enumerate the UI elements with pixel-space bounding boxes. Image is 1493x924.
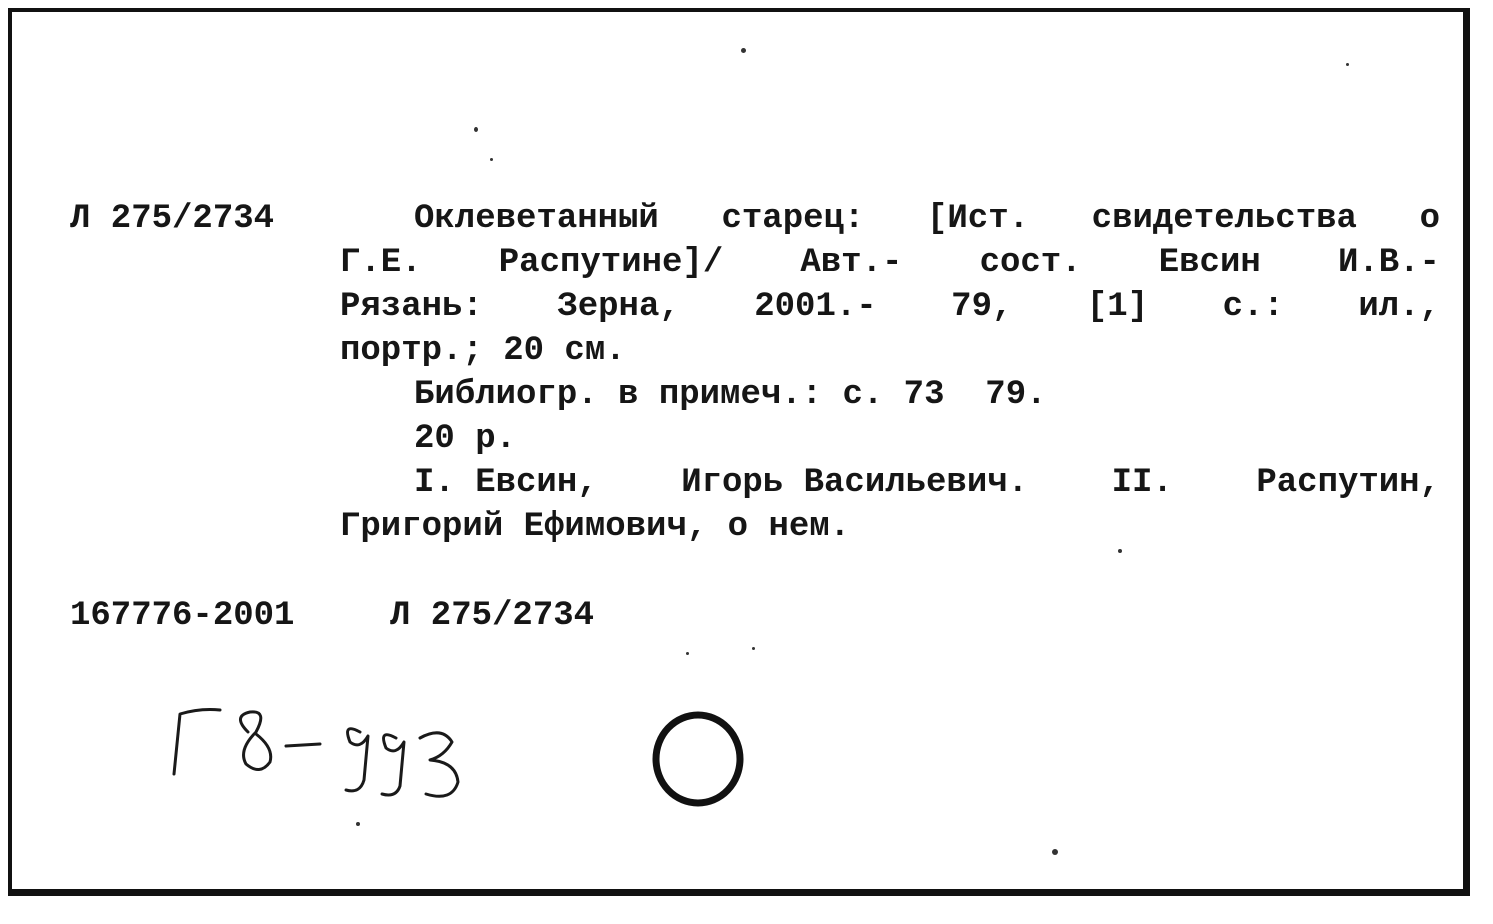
word: Рязань:: [340, 288, 483, 326]
word: сост.: [979, 244, 1082, 282]
handwritten-note: [160, 690, 500, 820]
word: Евсин: [1158, 244, 1261, 282]
word: о: [1419, 200, 1440, 238]
subject-headings-line-2: Григорий Ефимович, о нем.: [340, 508, 851, 546]
shelf-mark: Л 275/2734: [70, 200, 275, 238]
speck: [356, 822, 360, 826]
speck: [1118, 549, 1122, 553]
word: Распутине]/: [498, 244, 724, 282]
speck: [1052, 849, 1058, 855]
speck: [490, 158, 493, 161]
word: Распутин,: [1256, 464, 1440, 502]
shelf-mark-repeat: Л 275/2734: [390, 597, 595, 635]
word: II.: [1111, 464, 1173, 502]
punch-hole: [650, 707, 750, 817]
word: I. Евсин,: [414, 464, 598, 502]
word: [1]: [1086, 288, 1149, 326]
word: И.В.-: [1337, 244, 1440, 282]
word: 2001.-: [754, 288, 877, 326]
speck: [1346, 63, 1349, 66]
physical-description: портр.; 20 см.: [340, 332, 626, 370]
description-line-3: [340, 285, 1440, 329]
word: с.:: [1222, 288, 1284, 326]
word: 79,: [951, 288, 1013, 326]
speck: [474, 127, 478, 132]
subject-headings-line-1: [340, 461, 1440, 505]
word: Авт.-: [800, 244, 903, 282]
description-line-2: [340, 241, 1440, 285]
word: Игорь Васильевич.: [681, 464, 1029, 502]
word: ил.,: [1358, 288, 1440, 326]
word: Зерна,: [557, 288, 680, 326]
speck: [741, 48, 746, 53]
description-line-1: [340, 197, 1440, 241]
bibliography-note: Библиогр. в примеч.: с. 73 79.: [414, 376, 1047, 414]
word: [Ист.: [926, 200, 1030, 238]
word: свидетельства: [1091, 200, 1357, 238]
price: 20 р.: [414, 420, 517, 458]
word: Г.Е.: [340, 244, 422, 282]
word: старец:: [721, 200, 865, 238]
speck: [752, 647, 755, 650]
inventory-number: 167776-2001: [70, 597, 295, 635]
speck: [686, 652, 689, 655]
word: Оклеветанный: [414, 200, 659, 238]
